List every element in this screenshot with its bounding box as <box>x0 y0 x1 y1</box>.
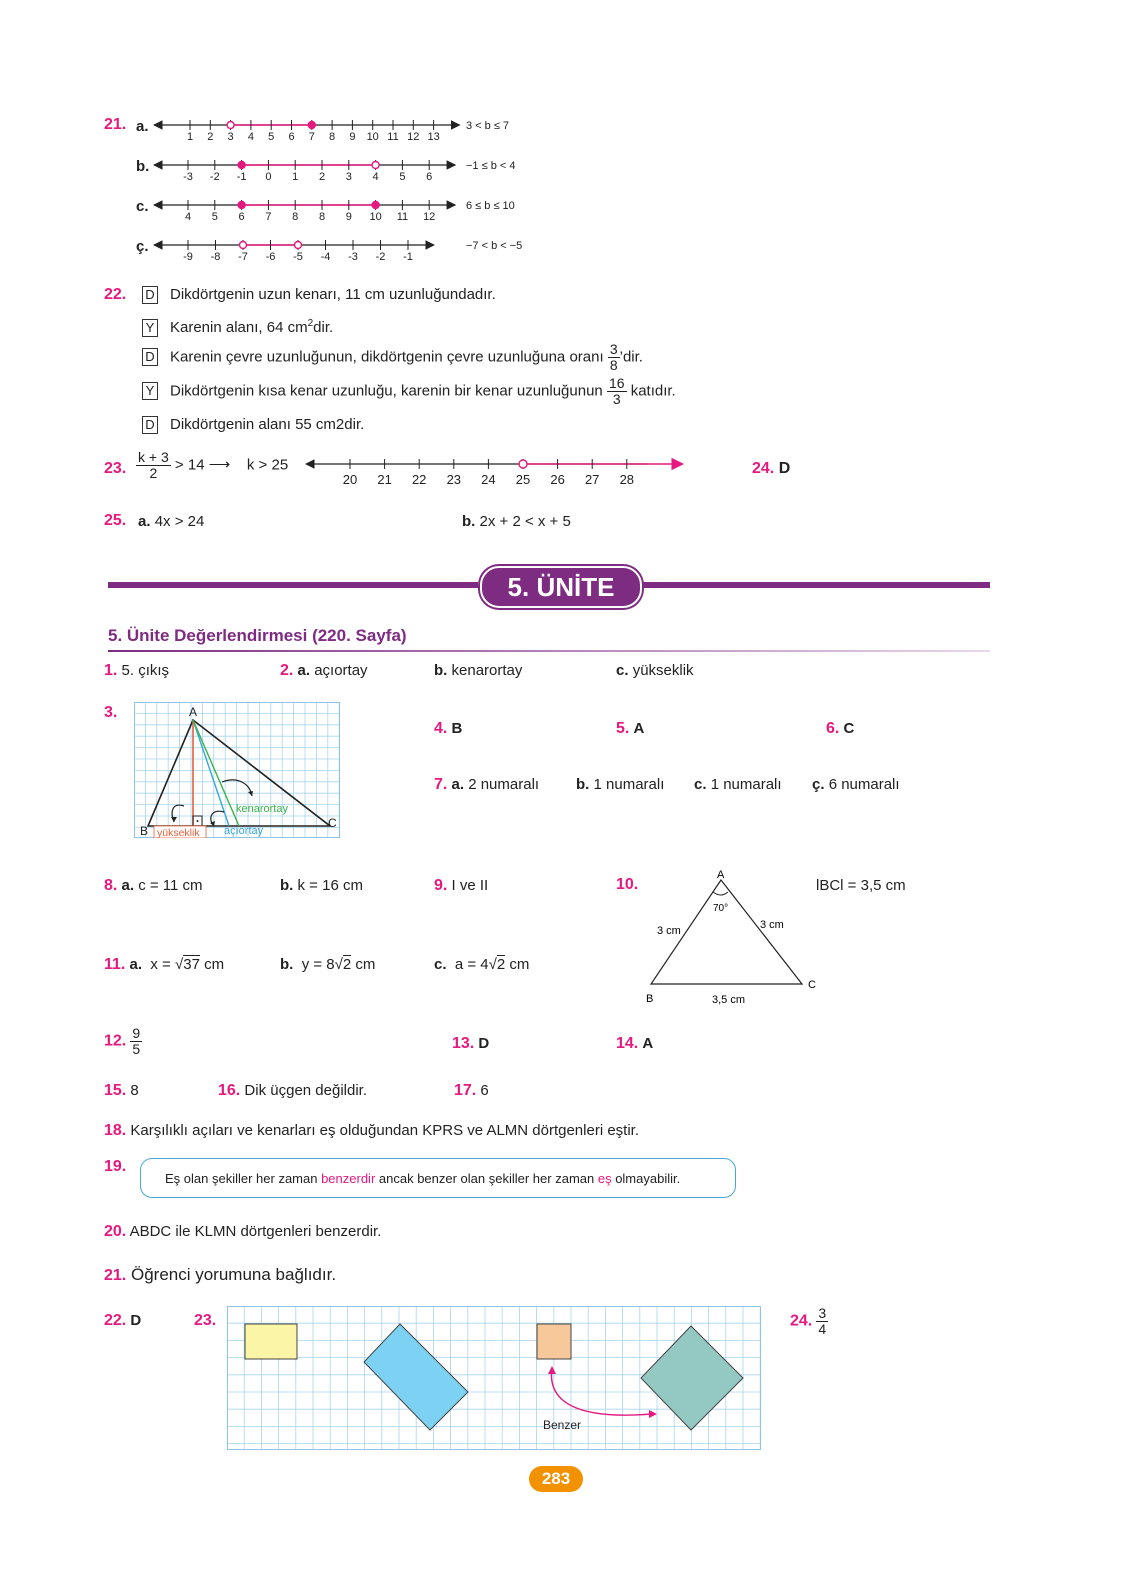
q22-item-1: D Dikdörtgenin uzun kenarı, 11 cm uzunluğundadır. <box>142 286 496 304</box>
u23-grid-figure <box>227 1306 761 1450</box>
tick-label: 6 <box>238 211 245 223</box>
number-line-c <box>154 200 455 223</box>
u3-triangle-figure <box>134 702 340 838</box>
u4: 4. B <box>434 720 463 737</box>
u11c: c. a = 4√2 cm <box>434 956 530 973</box>
q21b-label: b. <box>136 158 150 175</box>
u9: 9. I ve II <box>434 877 489 894</box>
q22-mark-3: D <box>142 348 158 366</box>
tick-label: 11 <box>387 131 399 143</box>
tick-label: 9 <box>345 211 352 223</box>
tick-label: -1 <box>236 171 247 183</box>
q23-expression: $\frac{k + 3}{2}$ > 14 ⟶ k > 25 <box>138 449 289 481</box>
q22-mark-4: Y <box>142 382 158 400</box>
q21c2-result: −7 < b < −5 <box>466 240 523 252</box>
q24-number: 24. D <box>752 460 791 477</box>
u1: 1. 5. çıkış <box>104 662 170 679</box>
tick-label: 5 <box>268 131 275 143</box>
u24: 24. $\frac{3}{4}$ <box>790 1305 827 1337</box>
u10-label-c: C <box>808 979 816 991</box>
u3-number: 3. <box>104 704 118 721</box>
u10-side-ab: 3 cm <box>657 925 681 937</box>
tick-label: 7 <box>265 211 272 223</box>
u7c: c. 1 numaralı <box>694 776 782 793</box>
q21-number-lines <box>150 110 470 270</box>
q22-number: 22. <box>104 286 127 303</box>
label-yukseklik: yükseklik <box>157 827 200 838</box>
u2c: c. yükseklik <box>616 662 694 679</box>
tick-label: 7 <box>308 131 315 143</box>
unit-banner-line-left <box>108 582 478 588</box>
tick-label: 9 <box>349 131 356 143</box>
tick-label: 12 <box>423 211 436 223</box>
q21a-result: 3 < b ≤ 7 <box>466 120 510 132</box>
tick-label: -4 <box>320 251 331 263</box>
u13: 13. D <box>452 1035 490 1052</box>
u19-number: 19. <box>104 1158 127 1175</box>
q23-frac: $\frac{k + 3}{2}$ <box>138 449 169 481</box>
tick-label: 3 <box>227 131 234 143</box>
label-a: A <box>189 705 198 719</box>
u10-side-ac: 3 cm <box>760 919 784 931</box>
yellow-rectangle <box>245 1324 297 1359</box>
q21b-result: −1 ≤ b < 4 <box>466 160 516 172</box>
closed-point <box>238 202 245 209</box>
q22-item-3: D Karenin çevre uzunluğunun, dikdörtgenin çevre uzunluğuna oranı $\frac{3}{8}$ ’dir. <box>142 342 643 373</box>
tick-label: -2 <box>375 251 386 263</box>
tick-label: 10 <box>369 211 382 223</box>
u22: 22. D <box>104 1312 142 1329</box>
tick-label: -9 <box>183 251 193 263</box>
tick-label: 24 <box>481 472 496 487</box>
label-b: B <box>140 824 149 838</box>
benzer-label: Benzer <box>543 1418 582 1432</box>
page-number: 283 <box>529 1466 583 1492</box>
teal-square <box>641 1326 743 1430</box>
tick-label: 6 <box>288 131 295 143</box>
q21-number: 21. <box>104 116 127 133</box>
tick-label: 11 <box>396 211 409 223</box>
tick-label: 23 <box>446 472 462 487</box>
u21: 21. Öğrenci yorumuna bağlıdır. <box>104 1265 337 1284</box>
tick-label: 2 <box>207 131 214 143</box>
q21c-result: 6 ≤ b ≤ 10 <box>466 200 515 212</box>
u10-label-a: A <box>717 869 725 881</box>
tick-label: 5 <box>211 211 218 223</box>
open-point <box>240 242 247 249</box>
tick-label: 1 <box>292 171 299 183</box>
tick-label: 3 <box>345 171 352 183</box>
u5: 5. A <box>616 720 645 737</box>
tick-label: -6 <box>265 251 276 263</box>
tick-label: 12 <box>407 131 420 143</box>
u2b: b. kenarortay <box>434 662 523 679</box>
section-rule <box>108 650 990 652</box>
u16: 16. Dik üçgen değildir. <box>218 1082 367 1099</box>
tick-label: 20 <box>342 472 358 487</box>
u10-angle: 70° <box>713 903 729 914</box>
tick-label: 4 <box>372 171 379 183</box>
tick-label: 0 <box>265 171 272 183</box>
tick-label: 21 <box>377 472 392 487</box>
u18: 18. Karşılıklı açıları ve kenarları eş olduğundan KPRS ve ALMN dörtgenleri eştir. <box>104 1122 640 1139</box>
u10-number: 10. <box>616 876 639 893</box>
u12: 12. $\frac{9}{5}$ <box>104 1025 141 1057</box>
tick-label: 8 <box>318 211 326 223</box>
closed-point <box>238 162 245 169</box>
tick-label: -7 <box>238 251 248 263</box>
u8a: 8. a. c = 11 cm <box>104 877 203 894</box>
q22-mark-1: D <box>142 286 158 304</box>
number-line-a <box>154 120 460 143</box>
closed-point <box>372 202 379 209</box>
q22-item-4: Y Dikdörtgenin kısa kenar uzunluğu, karenin bir kenar uzunluğunun $\frac{16}{3}$ katıdır. <box>142 376 676 407</box>
tick-label: -5 <box>293 251 303 263</box>
q22-frac-16-3: $\frac{16}{3}$ <box>608 375 625 407</box>
closed-point <box>308 122 315 129</box>
u10-triangle-figure <box>640 866 820 1012</box>
number-line-c-cedilla <box>154 240 434 263</box>
u11a: 11. a. x = √37 cm <box>104 956 225 973</box>
u7a: 7. a. 2 numaralı <box>434 776 540 793</box>
u20: 20. ABDC ile KLMN dörtgenleri benzerdir. <box>104 1223 382 1240</box>
tick-label: 4 <box>184 211 192 223</box>
q22-item-2: Y Karenin alanı, 64 $cm^2dir$. <box>142 318 333 337</box>
q23-number-line <box>300 454 700 490</box>
angle-arc-icon <box>713 892 728 895</box>
q22-mark-2: Y <box>142 319 158 337</box>
u24-frac: $\frac{3}{4}$ <box>818 1305 827 1337</box>
u2a: 2. a. açıortay <box>280 662 368 679</box>
tick-label: 5 <box>399 171 406 183</box>
u19-note-box: Eş olan şekiller her zaman benzerdir ancak benzer olan şekiller her zaman eş olmayabilir. <box>140 1158 736 1198</box>
tick-label: 25 <box>515 472 531 487</box>
u7c2: ç. 6 numaralı <box>812 776 900 793</box>
tick-label: 1 <box>186 131 194 143</box>
tick-label: 8 <box>292 211 299 223</box>
u12-frac: $\frac{9}{5}$ <box>132 1025 141 1057</box>
unit-title: 5. ÜNİTE <box>480 566 642 608</box>
tick-label: 8 <box>329 131 336 143</box>
tick-label: -3 <box>183 171 193 183</box>
q21a-label: a. <box>136 118 149 135</box>
u11b: b. y = 8√2 cm <box>280 956 376 973</box>
tick-label: -1 <box>403 251 413 263</box>
u8b: b. k = 16 cm <box>280 877 363 894</box>
q25-number: 25. <box>104 512 127 529</box>
right-arrow-icon: ⟶ <box>208 456 231 474</box>
q22-frac-3-8: $\frac{3}{8}$ <box>609 341 618 373</box>
u7b: b. 1 numaralı <box>576 776 665 793</box>
orange-square <box>537 1324 571 1359</box>
unit-banner <box>108 566 990 604</box>
tick-label: -3 <box>348 251 358 263</box>
tick-label: 22 <box>411 472 427 487</box>
tick-label: -8 <box>210 251 221 263</box>
open-point <box>372 162 379 169</box>
label-c: C <box>328 816 337 830</box>
unit-banner-line-right <box>640 582 990 588</box>
u23-number: 23. <box>194 1312 217 1329</box>
label-kenarortay: kenarortay <box>236 803 288 815</box>
u10-label-b: B <box>646 993 654 1005</box>
u10-answer: lBCl = 3,5 cm <box>816 877 906 894</box>
tick-label: 10 <box>366 131 379 143</box>
u15: 15. 8 <box>104 1082 139 1099</box>
q22-item-5: D Dikdörtgenin alanı 55 cm2dir. <box>142 416 364 434</box>
u14: 14. A <box>616 1035 654 1052</box>
tick-label: 13 <box>427 131 440 143</box>
q21c-label: c. <box>136 198 149 215</box>
tick-label: -2 <box>209 171 220 183</box>
tick-label: 28 <box>619 472 635 487</box>
section-title: 5. Ünite Değerlendirmesi (220. Sayfa) <box>108 626 407 645</box>
open-point <box>227 122 234 129</box>
q22-mark-5: D <box>142 416 158 434</box>
blue-rectangle <box>364 1324 468 1430</box>
q21c2-label: ç. <box>136 238 149 255</box>
tick-label: 2 <box>318 171 326 183</box>
tick-label: 27 <box>584 472 600 487</box>
label-aciortay: açıortay <box>224 825 264 837</box>
u17: 17. 6 <box>454 1082 489 1099</box>
tick-label: 4 <box>247 131 254 143</box>
number-line-b <box>154 160 455 183</box>
q25b: b. 2x + 2 < x + 5 <box>462 513 571 530</box>
tick-label: 26 <box>550 472 565 487</box>
q25a: a. 4x > 24 <box>138 513 205 530</box>
q23-number: 23. <box>104 460 127 477</box>
tick-label: 6 <box>426 171 433 183</box>
u6: 6. C <box>826 720 855 737</box>
open-point <box>295 242 302 249</box>
open-point <box>519 460 527 468</box>
u10-side-bc: 3,5 cm <box>712 994 746 1006</box>
